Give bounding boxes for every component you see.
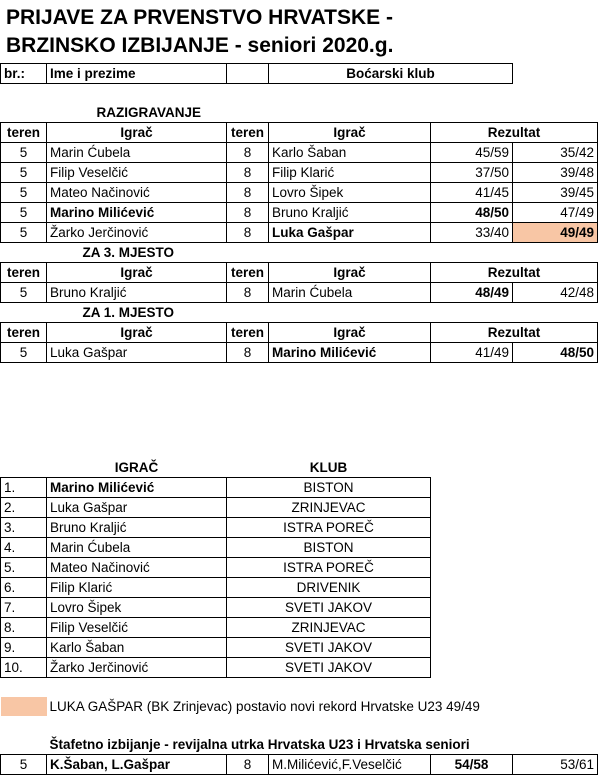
igrac-header: Igrač — [269, 123, 431, 143]
relay-row: 5 K.Šaban, L.Gašpar 8 M.Milićević,F.Veselčić 54/58 53/61 — [1, 755, 598, 775]
match-row: 5 Bruno Kraljić 8 Marin Ćubela 48/49 42/48 — [1, 283, 598, 303]
section-title: RAZIGRAVANJE — [47, 103, 269, 123]
match-header-row: teren Igrač teren Igrač Rezultat — [1, 323, 598, 343]
col-nr-header: br.: — [1, 64, 47, 84]
column-header-row — [1, 64, 598, 84]
match-header-row: teren Igrač teren Igrač Rezultat — [1, 263, 598, 283]
relay-title-row — [1, 735, 598, 755]
section-title: ZA 3. MJESTO — [82, 245, 175, 260]
results-sheet — [0, 63, 598, 775]
match-row: 5 Žarko Jerčinović 8 Luka Gašpar 33/40 49/49 — [1, 223, 598, 243]
section-third-place — [1, 243, 598, 263]
title-line-1: PRIJAVE ZA PRVENSTVO HRVATSKE - — [6, 6, 394, 29]
section-razigravanje — [1, 103, 598, 123]
col-name-header: Ime i prezime — [47, 64, 227, 84]
rezultat-header: Rezultat — [431, 123, 598, 143]
section-first-place — [1, 303, 598, 323]
col-club-header: Boćarski klub — [269, 64, 513, 84]
section-title: ZA 1. MJESTO — [82, 305, 175, 320]
ranking-row: 3. Bruno Kraljić ISTRA POREČ — [1, 518, 598, 538]
teren-header: teren — [227, 123, 269, 143]
teren-header: teren — [1, 123, 47, 143]
record-note-row — [1, 697, 598, 716]
ranking-row: 10. Žarko Jerčinović SVETI JAKOV — [1, 658, 598, 678]
ranking-row: 2. Luka Gašpar ZRINJEVAC — [1, 498, 598, 518]
igrac-header: Igrač — [47, 123, 227, 143]
match-row: 5 Marino Milićević 8 Bruno Kraljić 48/50 47/49 — [1, 203, 598, 223]
match-row: 5 Luka Gašpar 8 Marino Milićević 41/49 48/50 — [1, 343, 598, 363]
relay-title: Štafetno izbijanje - revijalna utrka Hrvatska U23 i Hrvatska seniori — [47, 735, 598, 755]
ranking-club-header: KLUB — [227, 458, 431, 478]
ranking-row: 6. Filip Klarić DRIVENIK — [1, 578, 598, 598]
ranking-row: 5. Mateo Načinović ISTRA POREČ — [1, 558, 598, 578]
match-row: 5 Filip Veselčić 8 Filip Klarić 37/50 39/48 — [1, 163, 598, 183]
ranking-row: 4. Marin Ćubela BISTON — [1, 538, 598, 558]
match-row: 5 Mateo Načinović 8 Lovro Šipek 41/45 39/45 — [1, 183, 598, 203]
ranking-row: 8. Filip Veselčić ZRINJEVAC — [1, 618, 598, 638]
ranking-row: 1. Marino Milićević BISTON — [1, 478, 598, 498]
record-highlight-swatch — [1, 697, 47, 716]
ranking-row: 7. Lovro Šipek SVETI JAKOV — [1, 598, 598, 618]
match-row: 5 Marin Ćubela 8 Karlo Šaban 45/59 35/42 — [1, 143, 598, 163]
ranking-row: 9. Karlo Šaban SVETI JAKOV — [1, 638, 598, 658]
title-line-2: BRZINSKO IZBIJANJE - seniori 2020.g. — [6, 34, 394, 57]
ranking-header-row — [1, 458, 598, 478]
ranking-player-header: IGRAČ — [47, 458, 227, 478]
record-note: LUKA GAŠPAR (BK Zrinjevac) postavio novi rekord Hrvatske U23 49/49 — [49, 699, 480, 714]
record-score-cell: 49/49 — [513, 223, 598, 243]
match-header-row — [1, 123, 598, 143]
